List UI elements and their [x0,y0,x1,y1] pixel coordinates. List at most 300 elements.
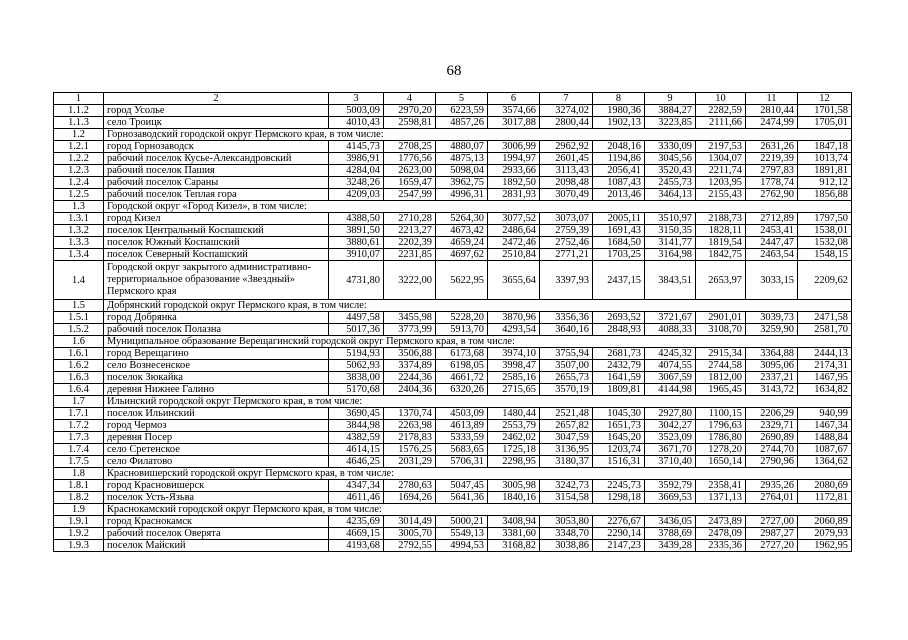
value-cell: 1684,50 [593,237,645,249]
value-cell: 2263,98 [384,420,436,432]
value-cell: 2473,89 [696,516,746,528]
value-cell: 6173,68 [436,348,488,360]
table-row [54,360,852,372]
value-cell: 1705,01 [798,117,852,129]
settlement-name-cell: поселок Ильинский [104,408,329,420]
table-row [54,492,852,504]
value-cell: 3710,40 [645,456,696,468]
value-cell: 2987,27 [746,528,798,540]
table-row [54,384,852,396]
value-cell: 1548,15 [798,249,852,261]
settlement-name-cell: Городской округ закрытого административно-территориальное образование «Звездный» Пермского края [104,261,329,300]
value-cell: 4996,31 [436,189,488,201]
settlement-name-cell: село Филатово [104,456,329,468]
value-cell: 2623,00 [384,165,436,177]
value-cell: 3042,27 [645,420,696,432]
value-cell: 1828,11 [696,225,746,237]
value-cell: 4646,25 [329,456,384,468]
table-body [54,93,852,552]
settlement-name-cell: город Краснокамск [104,516,329,528]
value-cell: 2693,52 [593,312,645,324]
value-cell: 4673,42 [436,225,488,237]
value-cell: 5003,09 [329,105,384,117]
table-row [54,261,852,300]
value-cell: 2013,46 [593,189,645,201]
value-cell: 3222,00 [384,261,436,300]
settlement-name-cell: рабочий поселок Пашия [104,165,329,177]
section-row [54,336,852,348]
value-cell: 3523,09 [645,432,696,444]
table-row [54,105,852,117]
header-cell: 4 [384,93,436,105]
value-cell: 2657,82 [540,420,593,432]
value-cell: 4010,43 [329,117,384,129]
value-cell: 2915,34 [696,348,746,360]
value-cell: 2708,25 [384,141,436,153]
value-cell: 5062,93 [329,360,384,372]
value-cell: 4193,68 [329,540,384,552]
settlement-name-cell: поселок Южный Коспашский [104,237,329,249]
value-cell: 3910,07 [329,249,384,261]
table-row [54,348,852,360]
value-cell: 2337,21 [746,372,798,384]
value-cell: 1370,74 [384,408,436,420]
value-cell: 6320,26 [436,384,488,396]
value-cell: 3655,64 [488,261,540,300]
value-cell: 2759,39 [540,225,593,237]
value-cell: 1902,13 [593,117,645,129]
value-cell: 1847,18 [798,141,852,153]
value-cell: 5000,21 [436,516,488,528]
table-row [54,189,852,201]
value-cell: 2444,13 [798,348,852,360]
header-cell: 10 [696,93,746,105]
value-cell: 2727,00 [746,516,798,528]
value-cell: 2453,41 [746,225,798,237]
value-cell: 5228,20 [436,312,488,324]
value-cell: 1703,25 [593,249,645,261]
value-cell: 1797,50 [798,213,852,225]
value-cell: 4697,62 [436,249,488,261]
value-cell: 1842,75 [696,249,746,261]
value-cell: 1364,62 [798,456,852,468]
value-cell: 2462,02 [488,432,540,444]
value-cell: 1694,26 [384,492,436,504]
value-cell: 2715,65 [488,384,540,396]
value-cell: 5264,30 [436,213,488,225]
value-cell: 2810,44 [746,105,798,117]
header-cell: 1 [54,93,104,105]
section-title-cell: Добрянский городской округ Пермского края, в том числе: [104,300,852,312]
value-cell: 1659,47 [384,177,436,189]
value-cell: 2276,67 [593,516,645,528]
value-cell: 1278,20 [696,444,746,456]
value-cell: 2970,20 [384,105,436,117]
value-cell: 3067,59 [645,372,696,384]
value-cell: 3168,82 [488,540,540,552]
value-cell: 3136,95 [540,444,593,456]
value-cell: 2404,36 [384,384,436,396]
value-cell: 3053,80 [540,516,593,528]
value-cell: 2335,36 [696,540,746,552]
value-cell: 4347,34 [329,480,384,492]
value-cell: 2209,62 [798,261,852,300]
row-number-cell: 1.3 [54,201,104,213]
value-cell: 2690,89 [746,432,798,444]
row-number-cell: 1.9.1 [54,516,104,528]
value-cell: 4994,53 [436,540,488,552]
row-number-cell: 1.2.5 [54,189,104,201]
table-row [54,249,852,261]
value-cell: 1532,08 [798,237,852,249]
row-number-cell: 1.1.2 [54,105,104,117]
header-cell: 7 [540,93,593,105]
value-cell: 3592,79 [645,480,696,492]
value-cell: 2752,46 [540,237,593,249]
settlement-name-cell: город Кизел [104,213,329,225]
value-cell: 2710,28 [384,213,436,225]
value-cell: 5683,65 [436,444,488,456]
value-cell: 2478,09 [696,528,746,540]
row-number-cell: 1.6.4 [54,384,104,396]
value-cell: 4382,59 [329,432,384,444]
value-cell: 2048,16 [593,141,645,153]
table-row [54,444,852,456]
value-cell: 3073,07 [540,213,593,225]
header-cell: 6 [488,93,540,105]
settlement-name-cell: город Красновишерск [104,480,329,492]
value-cell: 3045,56 [645,153,696,165]
value-cell: 5098,04 [436,165,488,177]
value-cell: 3640,16 [540,324,593,336]
value-cell: 2202,39 [384,237,436,249]
table-row [54,456,852,468]
section-row [54,468,852,480]
value-cell: 2800,44 [540,117,593,129]
value-cell: 1778,74 [746,177,798,189]
value-cell: 3520,43 [645,165,696,177]
row-number-cell: 1.5.2 [54,324,104,336]
section-title-cell: Красновишерский городской округ Пермского края, в том числе: [104,468,852,480]
row-number-cell: 1.6.3 [54,372,104,384]
value-cell: 5641,36 [436,492,488,504]
row-number-cell: 1.3.3 [54,237,104,249]
value-cell: 2712,89 [746,213,798,225]
settlement-name-cell: поселок Усть-Язьва [104,492,329,504]
value-cell: 4731,80 [329,261,384,300]
value-cell: 2155,43 [696,189,746,201]
value-cell: 3164,98 [645,249,696,261]
value-cell: 5333,59 [436,432,488,444]
header-cell: 11 [746,93,798,105]
value-cell: 3356,36 [540,312,593,324]
value-cell: 2290,14 [593,528,645,540]
value-cell: 1840,16 [488,492,540,504]
value-cell: 2744,58 [696,360,746,372]
value-cell: 3506,88 [384,348,436,360]
value-cell: 4659,24 [436,237,488,249]
row-number-cell: 1.6.2 [54,360,104,372]
settlement-name-cell: рабочий поселок Кусье-Александровский [104,153,329,165]
row-number-cell: 1.3.2 [54,225,104,237]
table-row [54,516,852,528]
value-cell: 1304,07 [696,153,746,165]
settlement-name-cell: город Добрянка [104,312,329,324]
row-number-cell: 1.7.1 [54,408,104,420]
page-number: 68 [446,63,462,79]
value-cell: 3095,06 [746,360,798,372]
row-number-cell: 1.4 [54,261,104,300]
value-cell: 4857,26 [436,117,488,129]
value-cell: 3242,73 [540,480,593,492]
value-cell: 2178,83 [384,432,436,444]
value-cell: 2245,73 [593,480,645,492]
value-cell: 1488,84 [798,432,852,444]
value-cell: 1298,18 [593,492,645,504]
value-cell: 3113,43 [540,165,593,177]
value-cell: 1994,97 [488,153,540,165]
value-cell: 940,99 [798,408,852,420]
row-number-cell: 1.9 [54,504,104,516]
settlement-name-cell: село Сретенское [104,444,329,456]
table-row [54,225,852,237]
value-cell: 2231,85 [384,249,436,261]
value-cell: 1645,20 [593,432,645,444]
value-cell: 2188,73 [696,213,746,225]
value-cell: 2521,48 [540,408,593,420]
value-cell: 2060,89 [798,516,852,528]
value-cell: 4503,09 [436,408,488,420]
value-cell: 3397,93 [540,261,593,300]
value-cell: 1819,54 [696,237,746,249]
value-cell: 2790,96 [746,456,798,468]
value-cell: 3274,02 [540,105,593,117]
value-cell: 3348,70 [540,528,593,540]
value-cell: 1100,15 [696,408,746,420]
tariff-table [53,92,852,552]
value-cell: 3880,61 [329,237,384,249]
settlement-name-cell: рабочий поселок Теплая гора [104,189,329,201]
value-cell: 3154,58 [540,492,593,504]
value-cell: 3070,49 [540,189,593,201]
value-cell: 3014,49 [384,516,436,528]
value-cell: 2831,93 [488,189,540,201]
row-number-cell: 1.7.2 [54,420,104,432]
value-cell: 4284,04 [329,165,384,177]
row-number-cell: 1.8 [54,468,104,480]
value-cell: 2764,01 [746,492,798,504]
value-cell: 5047,45 [436,480,488,492]
value-cell: 3141,77 [645,237,696,249]
value-cell: 4613,89 [436,420,488,432]
value-cell: 3180,37 [540,456,593,468]
value-cell: 1467,95 [798,372,852,384]
value-cell: 3507,00 [540,360,593,372]
row-number-cell: 1.8.1 [54,480,104,492]
value-cell: 6198,05 [436,360,488,372]
value-cell: 1045,30 [593,408,645,420]
value-cell: 2848,93 [593,324,645,336]
value-cell: 2197,53 [696,141,746,153]
settlement-name-cell: деревня Посер [104,432,329,444]
value-cell: 4074,55 [645,360,696,372]
value-cell: 3017,88 [488,117,540,129]
row-number-cell: 1.7 [54,396,104,408]
value-cell: 3884,27 [645,105,696,117]
value-cell: 3039,73 [746,312,798,324]
value-cell: 1203,95 [696,177,746,189]
value-cell: 2901,01 [696,312,746,324]
value-cell: 2933,66 [488,165,540,177]
value-cell: 3962,75 [436,177,488,189]
value-cell: 1962,95 [798,540,852,552]
value-cell: 3381,60 [488,528,540,540]
value-cell: 2437,15 [593,261,645,300]
value-cell: 5549,13 [436,528,488,540]
settlement-name-cell: село Вознесенское [104,360,329,372]
settlement-name-cell: город Горнозаводск [104,141,329,153]
value-cell: 1691,43 [593,225,645,237]
table-row [54,324,852,336]
value-cell: 1786,80 [696,432,746,444]
value-cell: 2079,93 [798,528,852,540]
value-cell: 2031,29 [384,456,436,468]
value-cell: 3006,99 [488,141,540,153]
row-number-cell: 1.6.1 [54,348,104,360]
header-cell: 12 [798,93,852,105]
value-cell: 2510,84 [488,249,540,261]
value-cell: 2358,41 [696,480,746,492]
settlement-name-cell: поселок Зюкайка [104,372,329,384]
header-cell: 3 [329,93,384,105]
value-cell: 1634,82 [798,384,852,396]
value-cell: 5194,93 [329,348,384,360]
section-row [54,201,852,213]
value-cell: 3669,53 [645,492,696,504]
value-cell: 1892,50 [488,177,540,189]
section-title-cell: Краснокамский городской округ Пермского края, в том числе: [104,504,852,516]
value-cell: 3259,90 [746,324,798,336]
value-cell: 3870,96 [488,312,540,324]
table-row [54,213,852,225]
value-cell: 2962,92 [540,141,593,153]
settlement-name-cell: поселок Северный Коспашский [104,249,329,261]
section-title-cell: Муниципальное образование Верещагинский городской округ Пермского края, в том числе: [104,336,852,348]
value-cell: 2463,54 [746,249,798,261]
value-cell: 1776,56 [384,153,436,165]
row-number-cell: 1.5.1 [54,312,104,324]
section-row [54,300,852,312]
row-number-cell: 1.7.3 [54,432,104,444]
section-row [54,504,852,516]
value-cell: 3755,94 [540,348,593,360]
table-row [54,528,852,540]
value-cell: 1701,58 [798,105,852,117]
table-row [54,420,852,432]
row-number-cell: 1.2.3 [54,165,104,177]
value-cell: 3838,00 [329,372,384,384]
value-cell: 2174,31 [798,360,852,372]
value-cell: 3077,52 [488,213,540,225]
value-cell: 1641,59 [593,372,645,384]
value-cell: 1891,81 [798,165,852,177]
row-number-cell: 1.9.3 [54,540,104,552]
value-cell: 3436,05 [645,516,696,528]
header-cell: 5 [436,93,488,105]
value-cell: 5706,31 [436,456,488,468]
header-cell: 2 [104,93,329,105]
table-row [54,540,852,552]
value-cell: 2762,90 [746,189,798,201]
value-cell: 3974,10 [488,348,540,360]
value-cell: 1812,00 [696,372,746,384]
value-cell: 1796,63 [696,420,746,432]
table-row [54,312,852,324]
value-cell: 3510,97 [645,213,696,225]
value-cell: 2771,21 [540,249,593,261]
value-cell: 1087,67 [798,444,852,456]
settlement-name-cell: деревня Нижнее Галино [104,384,329,396]
row-number-cell: 1.7.5 [54,456,104,468]
value-cell: 3570,19 [540,384,593,396]
value-cell: 3330,09 [645,141,696,153]
value-cell: 5017,36 [329,324,384,336]
value-cell: 3047,59 [540,432,593,444]
value-cell: 2298,95 [488,456,540,468]
value-cell: 3005,98 [488,480,540,492]
settlement-name-cell: город Верещагино [104,348,329,360]
value-cell: 1576,25 [384,444,436,456]
settlement-name-cell: село Троицк [104,117,329,129]
value-cell: 2581,70 [798,324,852,336]
value-cell: 2282,59 [696,105,746,117]
row-number-cell: 1.3.4 [54,249,104,261]
value-cell: 4669,15 [329,528,384,540]
value-cell: 2631,26 [746,141,798,153]
value-cell: 2601,45 [540,153,593,165]
value-cell: 1980,36 [593,105,645,117]
value-cell: 1516,31 [593,456,645,468]
value-cell: 2486,64 [488,225,540,237]
value-cell: 5913,70 [436,324,488,336]
value-cell: 2244,36 [384,372,436,384]
value-cell: 2780,63 [384,480,436,492]
value-cell: 1194,86 [593,153,645,165]
value-cell: 2080,69 [798,480,852,492]
header-cell: 8 [593,93,645,105]
value-cell: 2744,70 [746,444,798,456]
value-cell: 4144,98 [645,384,696,396]
table-row [54,237,852,249]
value-cell: 3033,15 [746,261,798,300]
table-row [54,480,852,492]
value-cell: 4209,03 [329,189,384,201]
value-cell: 2474,99 [746,117,798,129]
value-cell: 2455,73 [645,177,696,189]
row-number-cell: 1.8.2 [54,492,104,504]
value-cell: 1650,14 [696,456,746,468]
value-cell: 2098,48 [540,177,593,189]
value-cell: 3998,47 [488,360,540,372]
value-cell: 1013,74 [798,153,852,165]
value-cell: 2653,97 [696,261,746,300]
settlement-name-cell: рабочий поселок Полазна [104,324,329,336]
value-cell: 2219,39 [746,153,798,165]
value-cell: 4235,69 [329,516,384,528]
value-cell: 2056,41 [593,165,645,177]
value-cell: 3773,99 [384,324,436,336]
value-cell: 4293,54 [488,324,540,336]
